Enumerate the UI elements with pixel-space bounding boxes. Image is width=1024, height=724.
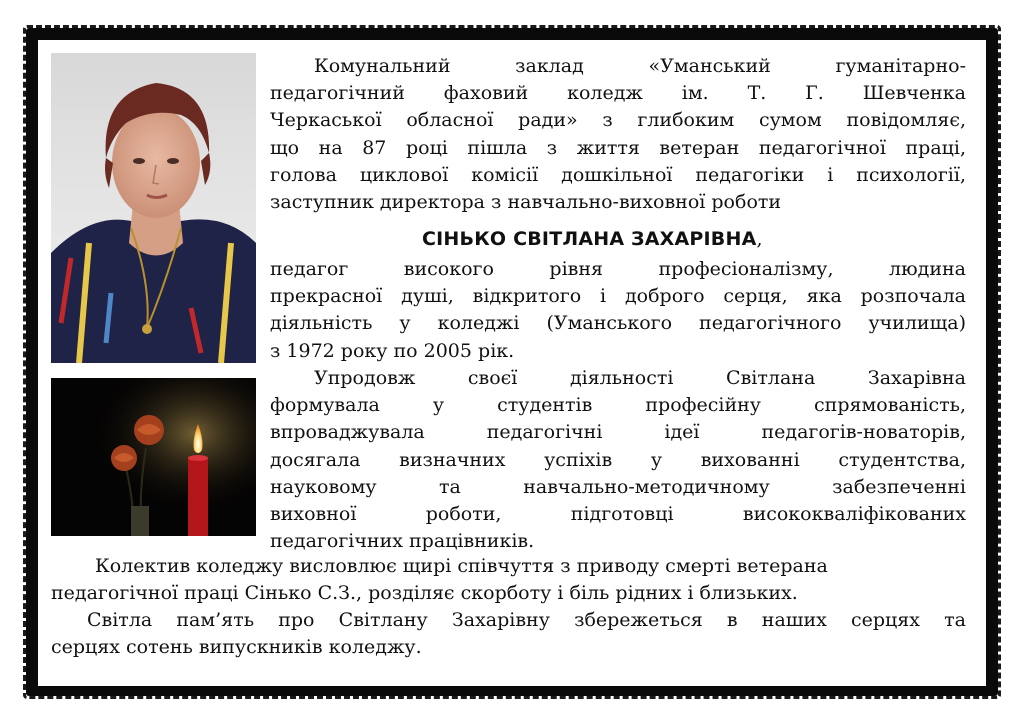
activity-line: науковому та навчально-методичному забезпеченні	[270, 475, 966, 498]
candle-illustration	[51, 378, 256, 536]
activity-line: впроваджувала педагогічні ідеї педагогів-новаторів,	[270, 421, 966, 444]
deceased-name-suffix: ,	[756, 228, 763, 250]
condolence-line: педагогічної праці Сінько С.З., розділяє скорботу і біль рідних і близьких.	[51, 582, 798, 605]
activity-line: педагогічних працівників.	[270, 530, 535, 553]
activity-line: формувала у студентів професійну спрямованість,	[270, 394, 966, 417]
intro-line: заступник директора з навчально-виховної роботи	[270, 191, 782, 214]
intro-line: педагогічний фаховий коледж ім. Т. Г. Шевченка	[270, 82, 966, 105]
activity-line: досягала визначних успіхів у вихованні студентства,	[270, 448, 966, 471]
intro-line: Черкаської обласної ради» з глибоким сумом повідомляє,	[270, 109, 966, 132]
portrait-photo	[51, 53, 256, 363]
intro-line: Комунальний заклад «Уманський гуманітарно-	[314, 55, 966, 77]
candle-rose-photo	[51, 378, 256, 536]
activity-line: виховної роботи, підготовці висококваліфікованих	[270, 503, 966, 526]
bio-paragraph	[270, 256, 966, 365]
bio-line: діяльність у коледжі (Уманського педагогічного училища)	[270, 312, 966, 335]
bio-line: прекрасної душі, відкритого і доброго серця, яка розпочала	[270, 285, 966, 308]
deceased-name-text: СІНЬКО СВІТЛАНА ЗАХАРІВНА	[422, 228, 757, 250]
condolence-paragraph	[51, 553, 966, 607]
intro-line: голова циклової комісії дошкільної педагогіки і психології,	[270, 163, 966, 186]
portrait-illustration	[51, 53, 256, 363]
memory-line: Світла пам’ять про Світлану Захарівну збережеться в наших серцях та	[87, 609, 966, 631]
bio-line: з 1972 року по 2005 рік.	[270, 339, 515, 362]
bio-line: педагог високого рівня професіоналізму, людина	[270, 258, 966, 280]
memory-paragraph	[51, 607, 966, 661]
intro-paragraph	[270, 53, 966, 216]
memory-line: серцях сотень випускників коледжу.	[51, 636, 422, 659]
intro-line: що на 87 році пішла з життя ветеран педагогічної праці,	[270, 136, 966, 159]
activity-line: Упродовж своєї діяльності Світлана Захарівна	[314, 367, 966, 389]
deceased-name	[422, 228, 763, 250]
condolence-line: Колектив коледжу висловлює щирі співчуття з приводу смерті ветерана	[95, 555, 828, 577]
activity-paragraph	[270, 365, 966, 555]
